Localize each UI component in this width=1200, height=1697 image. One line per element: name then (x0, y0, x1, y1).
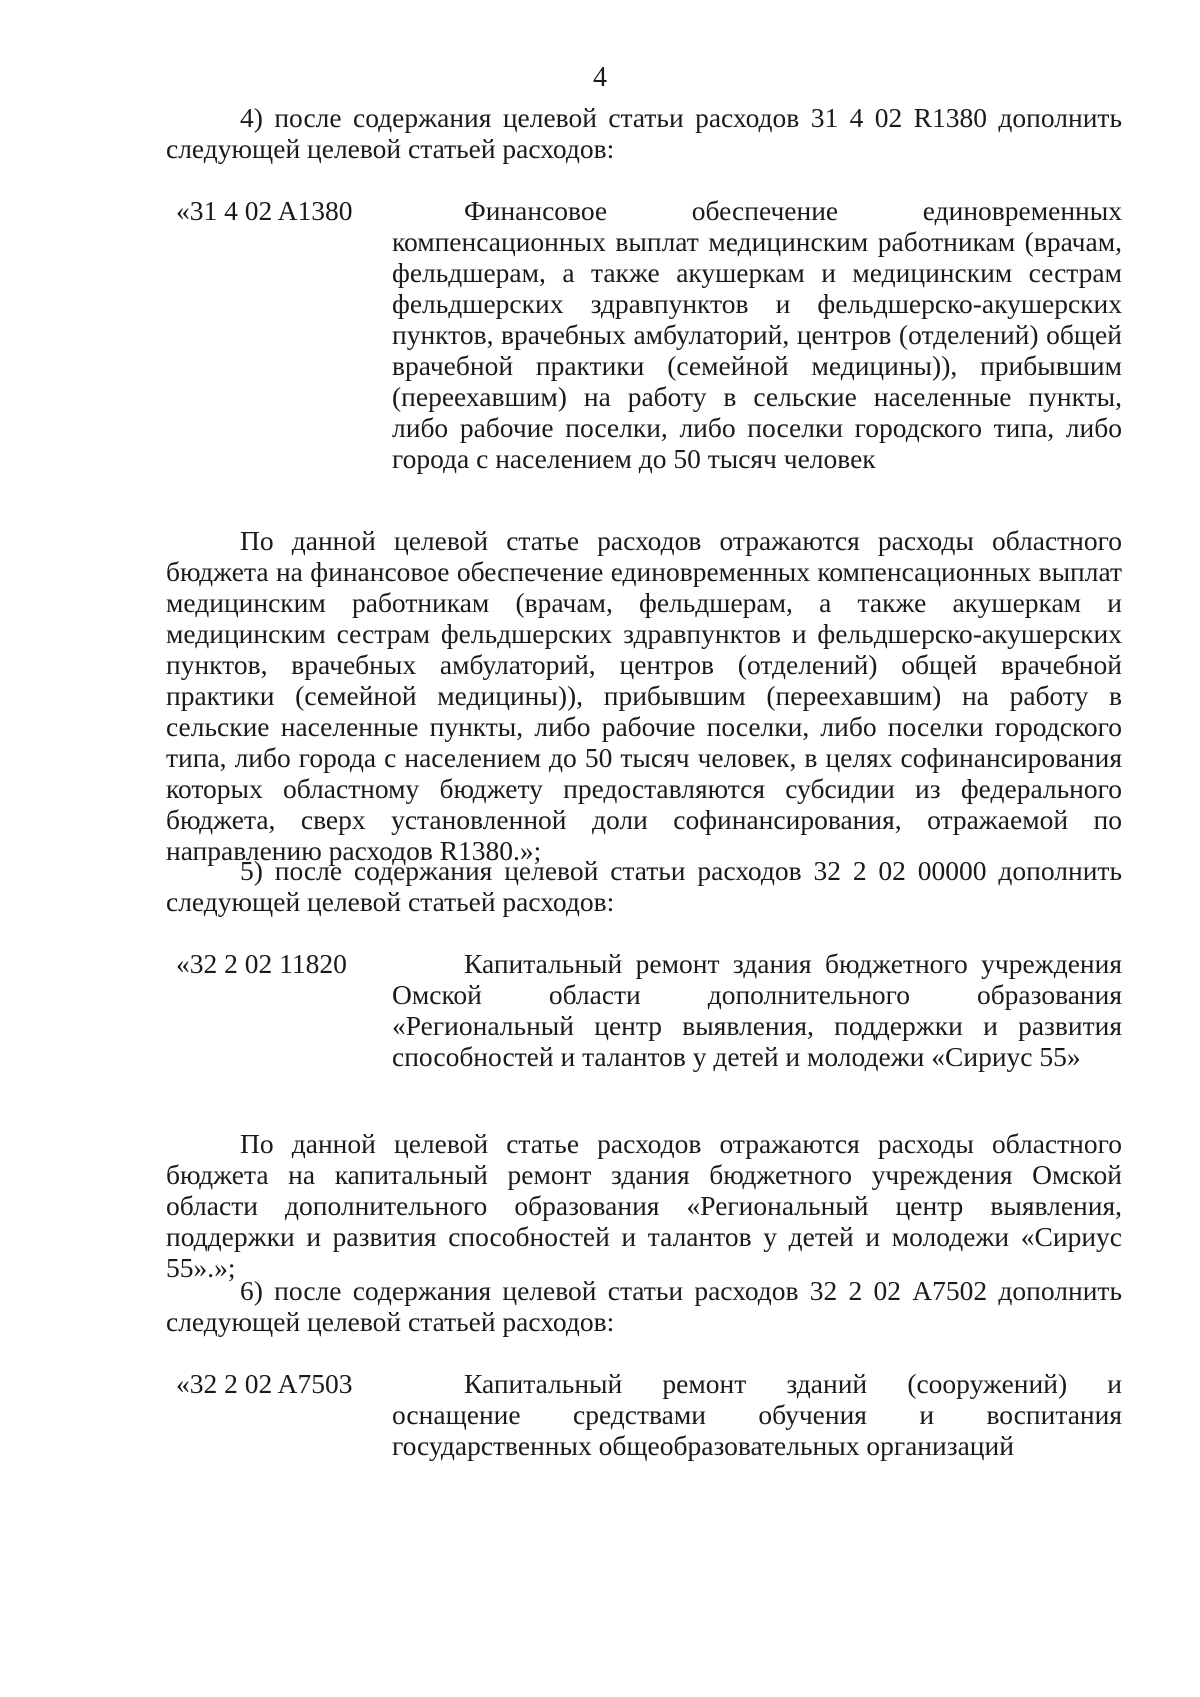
item4-explanation: По данной целевой статье расходов отражаются расходы областного бюджета на финансовое обеспечение единовременных компенсационных выплат медицинским работникам (врачам, фельдшерам, а также акушеркам и медицинским сестрам фельдшерских здравпунктов и фельдшерско-акушерских пунктов, врачебных амбулаторий, центров (отделений) общей врачебной практики (семейной медицины)), прибывшим (переехавшим) на работу в сельские населенные пункты, либо рабочие поселки, либо поселки городского типа, либо города с населением до 50 тысяч человек, в целях софинансирования которых областному бюджету предоставляются субсидии из федерального бюджета, сверх установленной доли софинансирования, отражаемой по направлению расходов R1380.»; (166, 525, 1122, 866)
page-number: 4 (593, 62, 607, 93)
item5-entry (166, 948, 1122, 1108)
item4-code: «31 4 02 A1380 (176, 195, 353, 226)
item6-description: Капитальный ремонт зданий (сооружений) и оснащение средствами обучения и воспитания государственных общеобразовательных организаций (392, 1368, 1122, 1461)
item5-explanation: По данной целевой статье расходов отражаются расходы областного бюджета на капитальный ремонт здания бюджетного учреждения Омской области дополнительного образования «Региональный центр выявления, поддержки и развития способностей и талантов у детей и молодежи «Сириус 55».»; (166, 1128, 1122, 1283)
item4-description: Финансовое обеспечение единовременных компенсационных выплат медицинским работникам (врачам, фельдшерам, а также акушеркам и медицинским сестрам фельдшерских здравпунктов и фельдшерско-акушерских пунктов, врачебных амбулаторий, центров (отделений) общей врачебной практики (семейной медицины)), прибывшим (переехавшим) на работу в сельские населенные пункты, либо рабочие поселки, либо поселки городского типа, либо города с населением до 50 тысяч человек (392, 195, 1122, 474)
item4-entry (166, 195, 1122, 495)
item4-explanation-block (166, 525, 1122, 866)
item6-entry (166, 1368, 1122, 1468)
item4-intro: 4) после содержания целевой статьи расходов 31 4 02 R1380 дополнить следующей целевой статьей расходов: (166, 102, 1122, 164)
item6-intro: 6) после содержания целевой статьи расходов 32 2 02 A7502 дополнить следующей целевой статьей расходов: (166, 1275, 1122, 1337)
item4-intro-block (166, 102, 1122, 164)
item5-intro: 5) после содержания целевой статьи расходов 32 2 02 00000 дополнить следующей целевой статьей расходов: (166, 855, 1122, 917)
item5-explanation-block (166, 1128, 1122, 1283)
item5-intro-block (166, 855, 1122, 917)
item6-intro-block (166, 1275, 1122, 1337)
item5-code: «32 2 02 11820 (176, 948, 347, 979)
item5-description: Капитальный ремонт здания бюджетного учреждения Омской области дополнительного образования «Региональный центр выявления, поддержки и развития способностей и талантов у детей и молодежи «Сириус 55» (392, 948, 1122, 1072)
item6-code: «32 2 02 A7503 (176, 1368, 353, 1399)
